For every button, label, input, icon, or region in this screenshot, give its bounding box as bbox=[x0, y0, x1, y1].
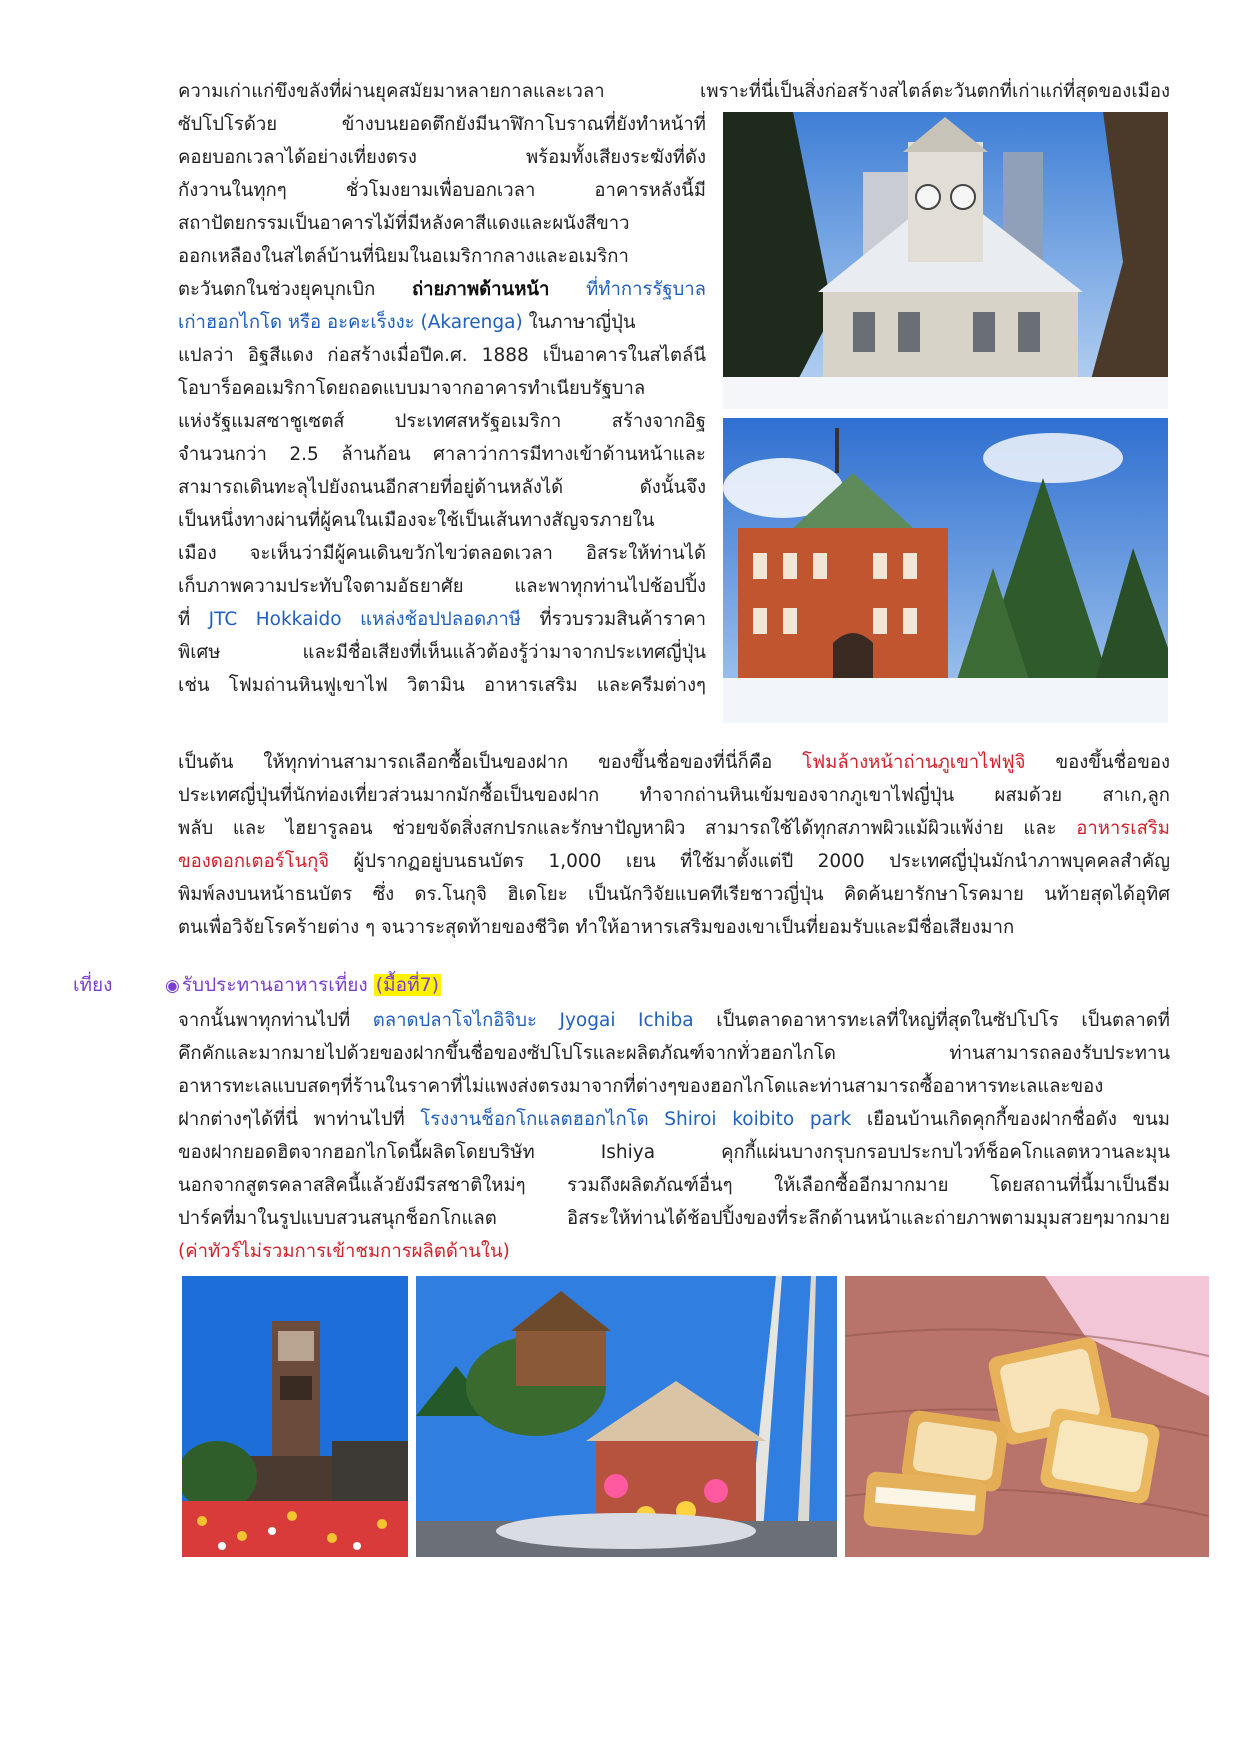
bold-text: ถ่ายภาพด้านหน้า bbox=[411, 279, 550, 300]
akarenga-photo bbox=[723, 418, 1168, 723]
text-line bbox=[178, 1103, 1170, 1136]
shiroi-koibito-tower-photo bbox=[182, 1276, 408, 1557]
link-jyogai-ichiba[interactable]: ตลาดปลาโจไกอิจิบะ Jyogai Ichiba bbox=[372, 1010, 694, 1031]
text-run: เยือนบ้านเกิดคุกกี้ของฝากชื่อดัง ขนม bbox=[851, 1109, 1170, 1130]
text-line bbox=[178, 306, 706, 339]
cookies-image bbox=[845, 1276, 1209, 1557]
text-run: จากนั้นพาทุกท่านไปที่ bbox=[178, 1010, 373, 1031]
paragraph-shopping-details bbox=[178, 746, 1170, 944]
text-line: ซัปโปโรด้วย ข้างบนยอดตึกยังมีนาฬิกาโบราณที่ยังทำหน้าที่ bbox=[178, 114, 706, 135]
text-line bbox=[178, 1004, 1170, 1037]
text-line: ของฝากยอดฮิตจากฮอกไกโดนี้ผลิตโดยบริษัท Ishiya คุกกี้แผ่นบางกรุบกรอบประกบไวท์ช็อคโกแลตหวานละมุน bbox=[178, 1142, 1170, 1163]
text-line: จำนวนกว่า 2.5 ล้านก้อน ศาลาว่าการมีทางเข้าด้านหน้าและ bbox=[178, 444, 706, 465]
text-line: ความเก่าแก่ขึงขลังที่ผ่านยุคสมัยมาหลายกาลและเวลา เพราะที่นี่เป็นสิ่งก่อสร้างสไตล์ตะวันตกที่เก่าแก่ที่สุดของเมือง bbox=[178, 81, 1170, 102]
text-line bbox=[178, 1235, 1170, 1268]
text-run: เป็นต้น ให้ทุกท่านสามารถเลือกซื้อเป็นของฝาก ของขึ้นชื่อของที่นี่ก็คือ bbox=[178, 752, 803, 773]
text-line: เป็นหนึ่งทางผ่านที่ผู้คนในเมืองจะใช้เป็นเส้นทางสัญจรภายใน bbox=[178, 510, 655, 531]
candy-house-photo bbox=[416, 1276, 837, 1557]
text-line: คึกคักและมากมายไปด้วยของฝากขึ้นชื่อของซัปโปโรและผลิตภัณฑ์จากทั่วฮอกไกโด ท่านสามารถลองรับประทาน bbox=[178, 1043, 1170, 1064]
bullet-icon: ◉ bbox=[165, 976, 180, 996]
text-run: เป็นตลาดอาหารทะเลที่ใหญ่ที่สุดในซัปโปโร เป็นตลาดที่ bbox=[693, 1010, 1170, 1031]
text-run: พลับ และ ไฮยารูลอน ช่วยขจัดสิ่งสกปรกและรักษาปัญหาผิว สามารถใช้ได้ทุกสภาพผิวแม้ผิวแพ้ง่าย และ bbox=[178, 818, 1077, 839]
text-run: ที่รวบรวมสินค้าราคา bbox=[520, 609, 706, 630]
text-line: ประเทศญี่ปุ่นที่นักท่องเที่ยวส่วนมากมักซื้อเป็นของฝาก ทำจากถ่านหินเข้มของจากภูเขาไฟญี่ปุ่น ผสมด้วย สาเก,ลูก bbox=[178, 785, 1170, 806]
meal-text: รับประทานอาหารเที่ยง bbox=[181, 974, 374, 996]
link-shiroi-koibito-park[interactable]: โรงงานช็อกโกแลตฮอกไกโด Shiroi koibito park bbox=[420, 1109, 852, 1130]
text-line: ตนเพื่อวิจัยโรคร้ายต่าง ๆ จนวาระสุดท้ายของชีวิต ทำให้อาหารเสริมของเขาเป็นที่ยอมรับและมีชื่อเสียงมาก bbox=[178, 917, 1015, 938]
text-line: ปาร์คที่มาในรูปแบบสวนสนุกช็อกโกแลต อิสระให้ท่านได้ช้อปปิ้งของที่ระลึกด้านหน้าและถ่ายภาพตามมุมสวยๆมากมาย bbox=[178, 1208, 1170, 1229]
candy-house-image bbox=[416, 1276, 837, 1557]
tower-garden-image bbox=[182, 1276, 408, 1557]
text-line: กังวานในทุกๆ ชั่วโมงยามเพื่อบอกเวลา อาคารหลังนี้มี bbox=[178, 180, 706, 201]
paragraph-clock-tower-intro bbox=[178, 75, 1170, 108]
link-akarenga-part2[interactable]: เก่าฮอกไกโด หรือ อะคะเร็งงะ (Akarenga) bbox=[178, 312, 523, 333]
clock-tower-image bbox=[723, 112, 1168, 409]
highlight-supplement-part2: ของดอกเตอร์โนกุจิ bbox=[178, 851, 330, 872]
meal-item bbox=[165, 970, 441, 1000]
text-run: ที่ bbox=[178, 609, 209, 630]
clock-tower-photo bbox=[723, 112, 1168, 409]
text-line bbox=[178, 746, 1170, 779]
paragraph-fish-market-chocolate bbox=[178, 1004, 1170, 1268]
text-line: คอยบอกเวลาได้อย่างเที่ยงตรง พร้อมทั้งเสียงระฆังที่ดัง bbox=[178, 147, 706, 168]
text-line: โอบาร็อคอเมริกาโดยถอดแบบมาจากอาคารทำเนียบรัฐบาล bbox=[178, 378, 646, 399]
text-line bbox=[178, 603, 706, 636]
text-line: อาหารทะเลแบบสดๆที่ร้านในราคาที่ไม่แพงส่งตรงมาจากที่ต่างๆของฮอกไกโดและท่านสามารถซื้ออาหารทะเลและของ bbox=[178, 1076, 1104, 1097]
link-akarenga-part1[interactable]: ที่ทำการรัฐบาล bbox=[549, 279, 706, 300]
shiroi-koibito-cookies-photo bbox=[845, 1276, 1209, 1557]
text-line: สามารถเดินทะลุไปยังถนนอีกสายที่อยู่ด้านหลังได้ ดังนั้นจึง bbox=[178, 477, 706, 498]
meal-number-badge: (มื้อที่7) bbox=[375, 974, 440, 996]
text-line: เช่น โฟมถ่านหินฟูเขาไฟ วิตามิน อาหารเสริม และครีมต่างๆ bbox=[178, 675, 706, 696]
text-line bbox=[178, 845, 1170, 878]
text-line: ออกเหลืองในสไตล์บ้านที่นิยมในอเมริกากลางและอเมริกา bbox=[178, 246, 629, 267]
text-line: สถาปัตยกรรมเป็นอาคารไม้ที่มีหลังคาสีแดงและผนังสีขาว bbox=[178, 213, 630, 234]
note-not-included: (ค่าทัวร์ไม่รวมการเข้าชมการผลิตด้านใน) bbox=[178, 1241, 510, 1262]
text-line: แปลว่า อิฐสีแดง ก่อสร้างเมื่อปีค.ศ. 1888 เป็นอาคารในสไตล์นี bbox=[178, 345, 706, 366]
meal-time-label: เที่ยง bbox=[73, 974, 113, 996]
text-run: ผู้ปรากฏอยู่บนธนบัตร 1,000 เยน ที่ใช้มาตั้งแต่ปี 2000 ประเทศญี่ปุ่นมักนำภาพบุคคลสำคัญ bbox=[329, 851, 1170, 872]
akarenga-image bbox=[723, 418, 1168, 723]
text-line: พิมพ์ลงบนหน้าธนบัตร ซึ่ง ดร.โนกุจิ ฮิเดโยะ เป็นนักวิจัยแบคทีเรียชาวญี่ปุ่น คิดค้นยารักษาโรคมาย นท้ายสุดได้อุทิศ bbox=[178, 884, 1170, 905]
text-run: ฝากต่างๆได้ที่นี่ พาท่านไปที่ bbox=[178, 1109, 421, 1130]
highlight-fuji-foam: โฟมล้างหน้าถ่านภูเขาไฟฟูจิ bbox=[802, 752, 1026, 773]
text-line bbox=[178, 273, 706, 306]
text-run: ในภาษาญี่ปุ่น bbox=[522, 312, 636, 333]
paragraph-clock-tower-column bbox=[178, 108, 706, 702]
text-line: พิเศษ และมีชื่อเสียงที่เห็นแล้วต้องรู้ว่ามาจากประเทศญี่ปุ่น bbox=[178, 642, 706, 663]
text-line bbox=[178, 812, 1170, 845]
text-line: เมือง จะเห็นว่ามีผู้คนเดินขวักไขว่ตลอดเวลา อิสระให้ท่านได้ bbox=[178, 543, 706, 564]
text-run: ของขึ้นชื่อของ bbox=[1025, 752, 1170, 773]
text-line: นอกจากสูตรคลาสสิคนี้แล้วยังมีรสชาติใหม่ๆ รวมถึงผลิตภัณฑ์อื่นๆ ให้เลือกซื้ออีกมากมาย โดยสถานที่นี้มาเป็นธีม bbox=[178, 1175, 1170, 1196]
link-jtc-hokkaido[interactable]: JTC Hokkaido แหล่งช้อปปลอดภาษี bbox=[208, 609, 521, 630]
highlight-supplement-part1: อาหารเสริม bbox=[1076, 818, 1170, 839]
text-line: เก็บภาพความประทับใจตามอัธยาศัย และพาทุกท่านไปช้อปปิ้ง bbox=[178, 576, 706, 597]
text-run: ตะวันตกในช่วงยุคบุกเบิก bbox=[178, 279, 412, 300]
text-line: แห่งรัฐแมสซาชูเซตส์ ประเทศสหรัฐอเมริกา สร้างจากอิฐ bbox=[178, 411, 706, 432]
